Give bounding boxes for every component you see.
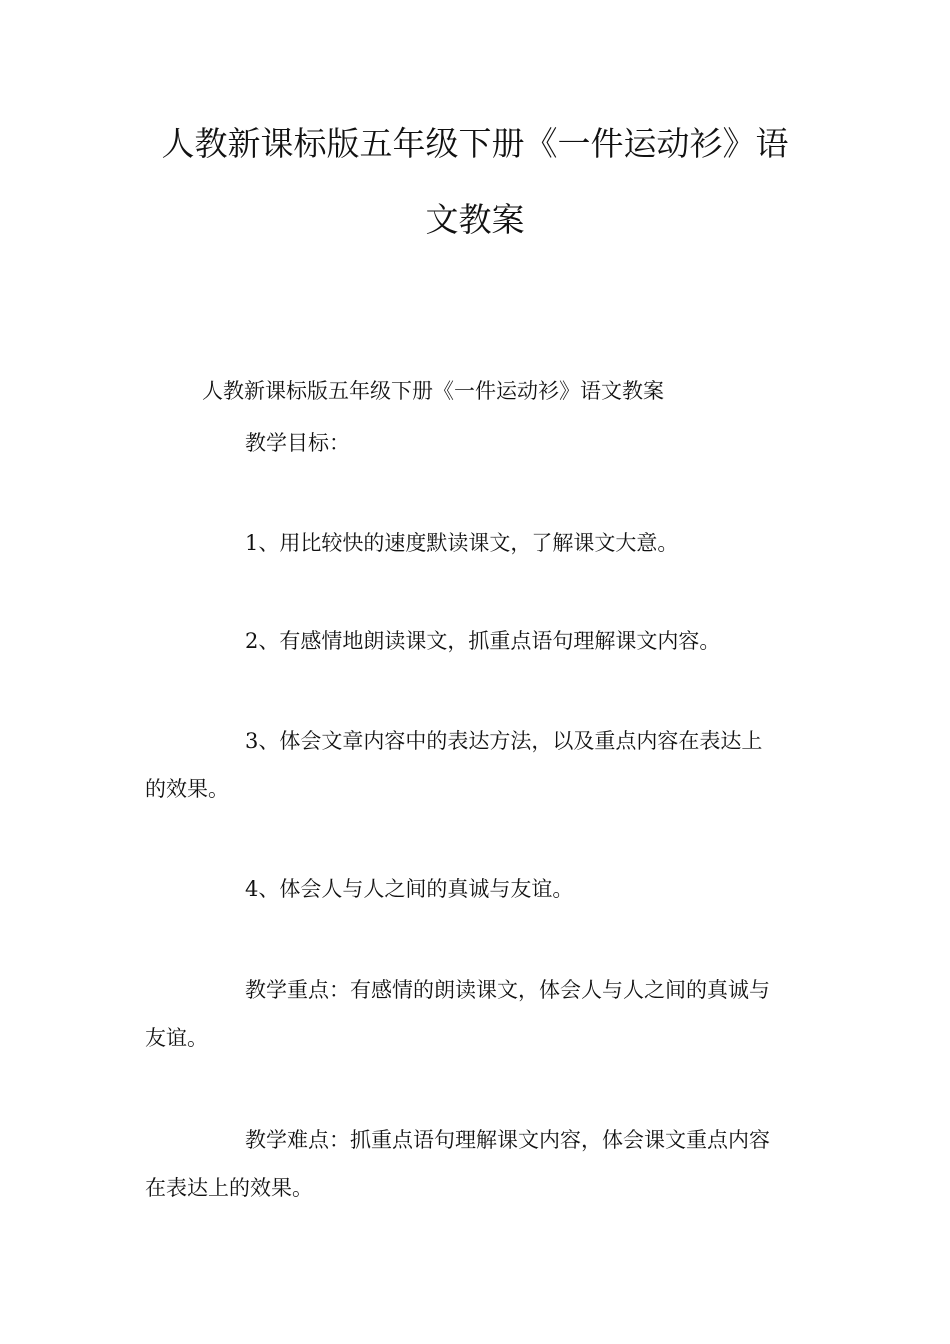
difficulty-text-line-1: 教学难点：抓重点语句理解课文内容，体会课文重点内容	[245, 1128, 770, 1152]
objectives-heading	[145, 430, 810, 456]
objective-3-text-line-2: 的效果。	[145, 777, 229, 801]
objectives-heading-text: 教学目标：	[245, 431, 350, 455]
objective-1-text: 1、用比较快的速度默读课文，了解课文大意。	[245, 531, 679, 555]
document-title-line-1: 人教新课标版五年级下册《一件运动衫》语	[161, 124, 789, 163]
key-point	[145, 977, 810, 1051]
objective-4-text: 4、体会人与人之间的真诚与友谊。	[245, 877, 574, 901]
objective-4	[145, 876, 810, 902]
objective-1	[145, 530, 810, 556]
document-title-line-2: 文教案	[425, 200, 525, 239]
difficulty-text-line-2: 在表达上的效果。	[145, 1176, 313, 1200]
document-subtitle: 人教新课标版五年级下册《一件运动衫》语文教案	[202, 379, 664, 403]
objective-3	[145, 728, 810, 802]
objective-2-text: 2、有感情地朗读课文，抓重点语句理解课文内容。	[245, 629, 721, 653]
key-point-text-line-2: 友谊。	[145, 1026, 208, 1050]
key-point-text-line-1: 教学重点：有感情的朗读课文，体会人与人之间的真诚与	[245, 978, 770, 1002]
objective-3-text-line-1: 3、体会文章内容中的表达方法，以及重点内容在表达上	[245, 729, 763, 753]
objective-2	[145, 628, 810, 654]
difficulty	[145, 1127, 810, 1201]
